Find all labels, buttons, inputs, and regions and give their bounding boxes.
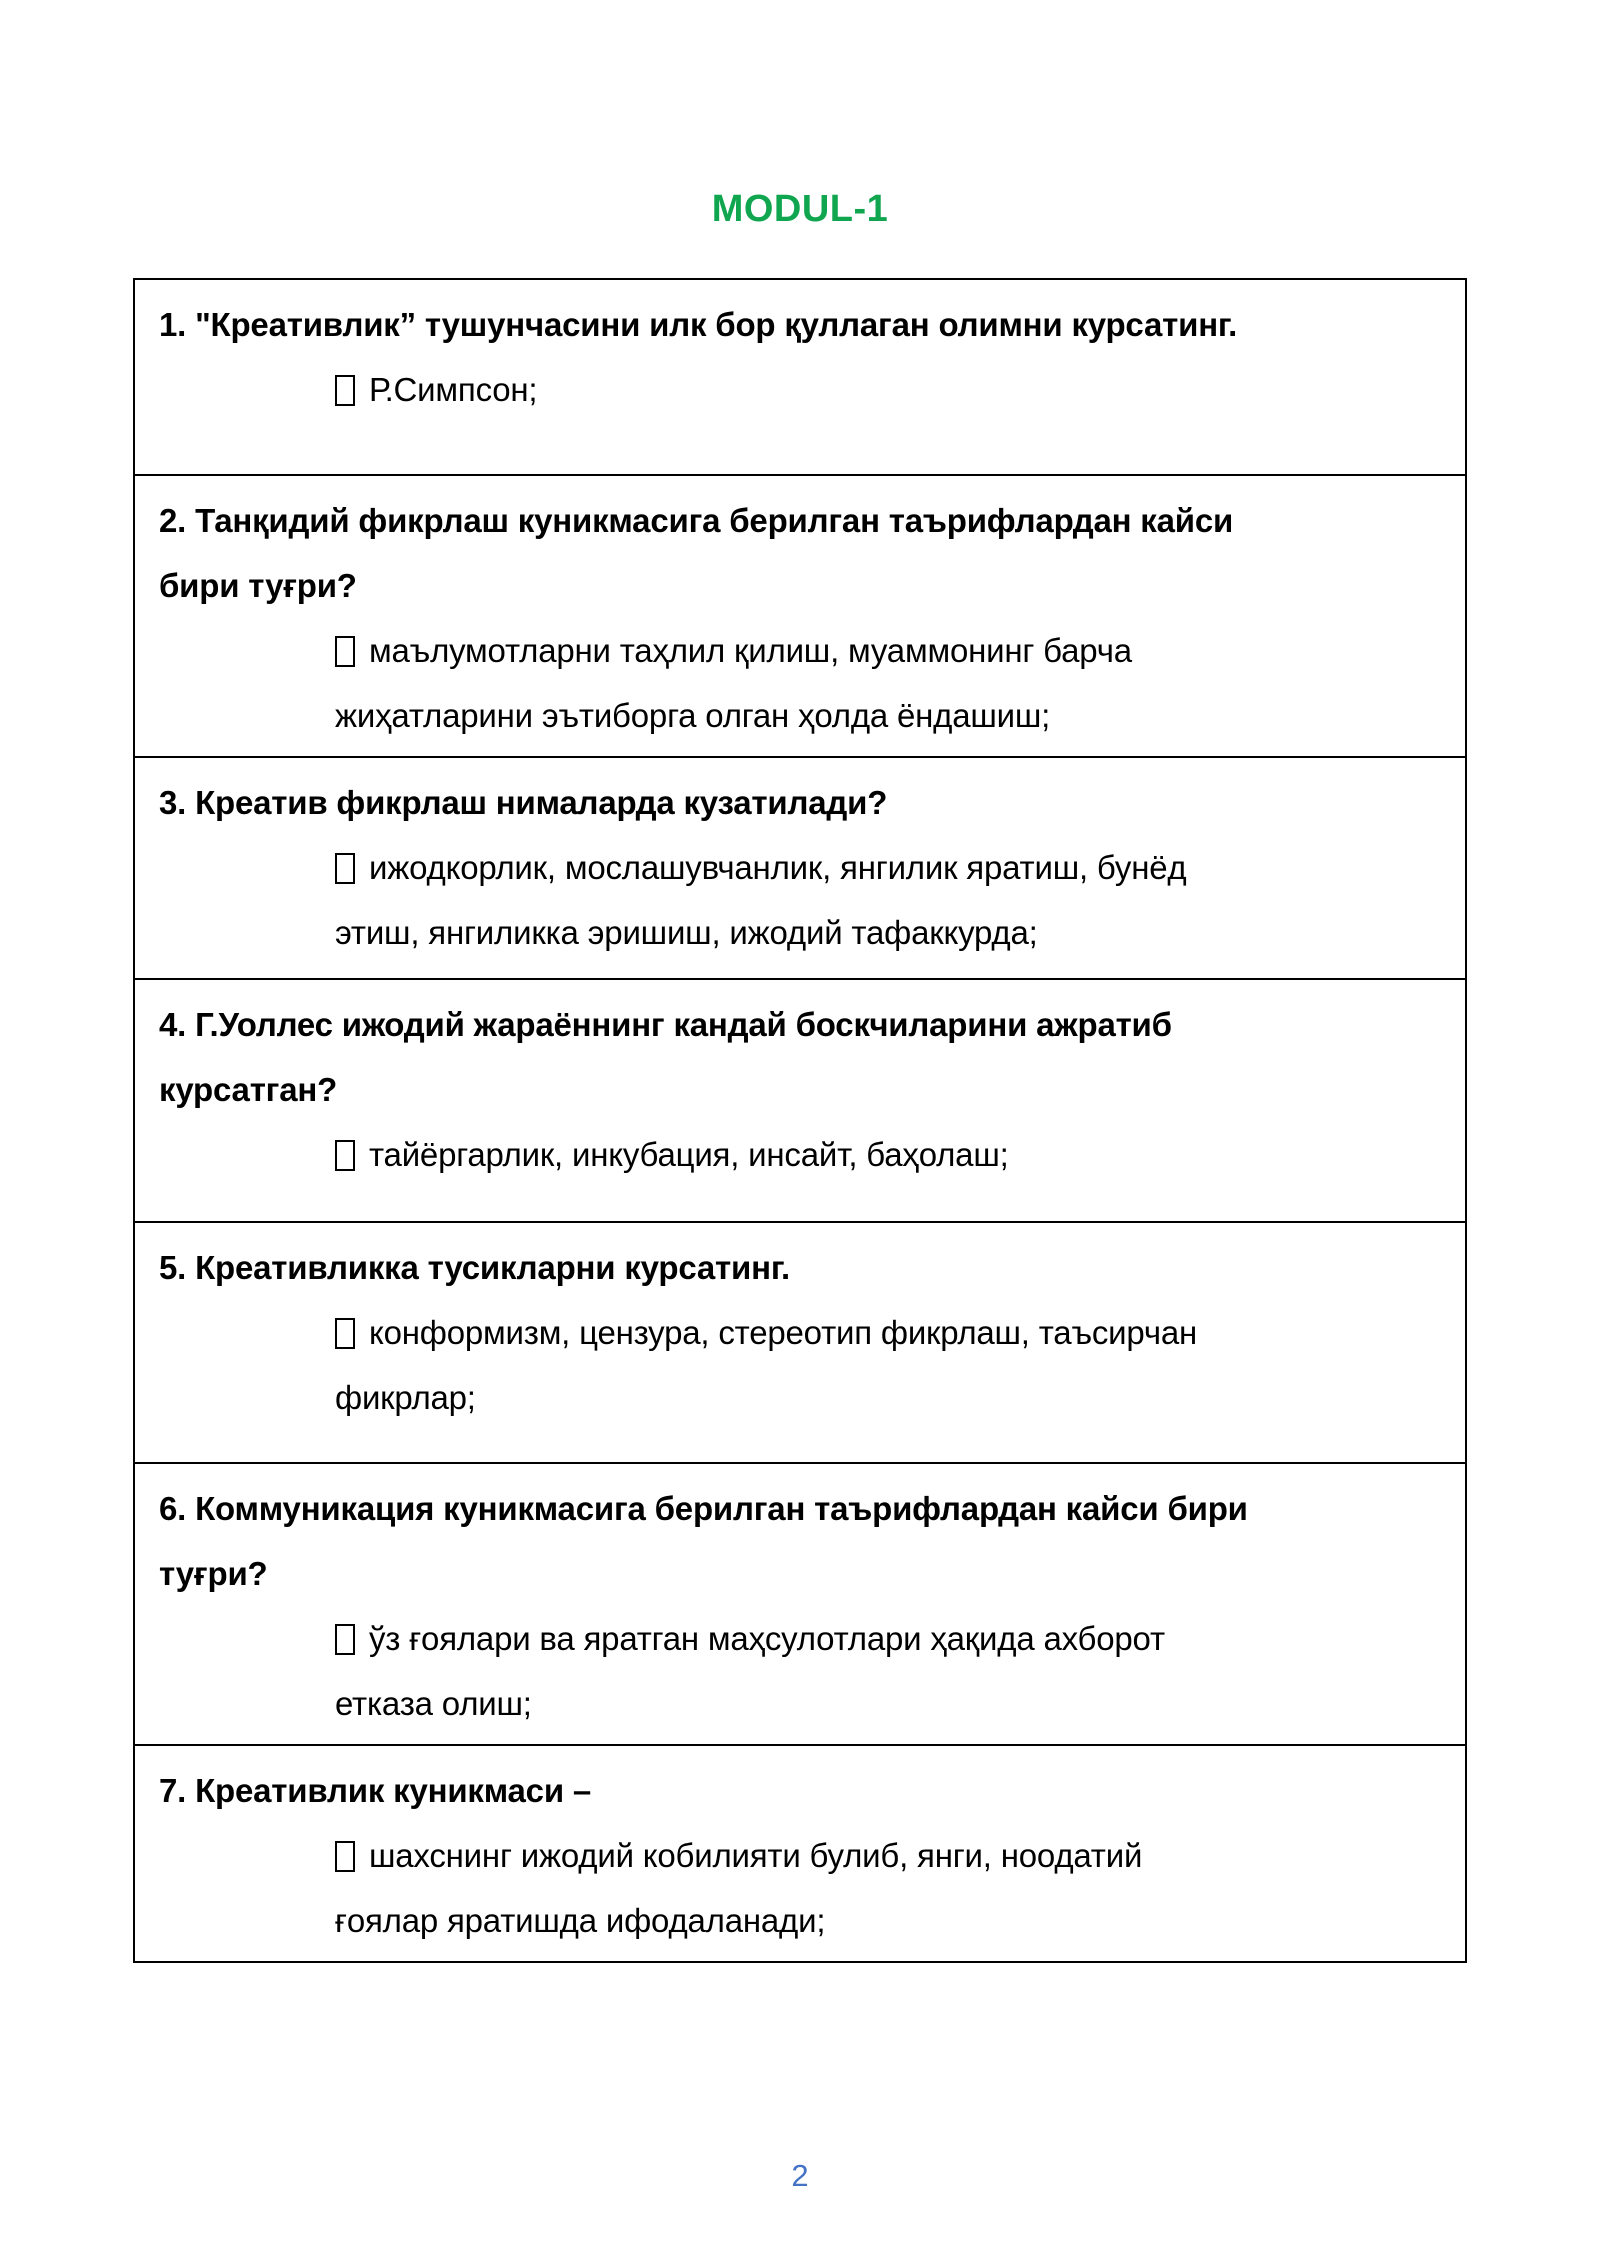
answer-option <box>335 357 1245 422</box>
answer-option <box>335 1823 1245 1953</box>
question-row <box>135 476 1465 758</box>
page-title: MODUL-1 <box>711 188 889 230</box>
question-row <box>135 1223 1465 1464</box>
question-row <box>135 1464 1465 1746</box>
question-text: 5. Креативликка тусикларни курсатинг. <box>159 1249 791 1286</box>
question-row <box>135 280 1465 476</box>
checkbox-icon <box>335 853 355 884</box>
answer-text: маълумотларни таҳлил қилиш, муаммонинг барча жиҳатларини эътиборга олган ҳолда ёндашиш; <box>335 632 1132 734</box>
question-text: 7. Креативлик куникмаси – <box>159 1772 592 1809</box>
page-number: 2 <box>791 2158 809 2193</box>
answer-text: ўз ғоялари ва яратган маҳсулотлари ҳақида ахборот етказа олиш; <box>335 1620 1165 1722</box>
checkbox-icon <box>335 1140 355 1171</box>
answer-option <box>335 618 1245 748</box>
checkbox-icon <box>335 1318 355 1349</box>
answer-option <box>335 1300 1245 1430</box>
checkbox-icon <box>335 1624 355 1655</box>
answer-text: шахснинг ижодий кобилияти булиб, янги, ноодатий ғоялар яратишда ифодаланади; <box>335 1837 1143 1939</box>
questions-table <box>133 278 1467 1963</box>
answer-text: конформизм, цензура, стереотип фикрлаш, таъсирчан фикрлар; <box>335 1314 1197 1416</box>
question-text: 6. Коммуникация куникмасига берилган таърифлардан кайси бири туғри? <box>159 1490 1248 1592</box>
answer-option <box>335 1606 1245 1736</box>
question-text: 4. Г.Уоллес ижодий жараённинг кандай боскчиларини ажратиб курсатган? <box>159 1006 1172 1108</box>
answer-option <box>335 835 1245 965</box>
question-row <box>135 758 1465 980</box>
checkbox-icon <box>335 375 355 406</box>
answer-text: тайёргарлик, инкубация, инсайт, баҳолаш; <box>369 1136 1009 1173</box>
question-text: 2. Танқидий фикрлаш куникмасига берилган таърифлардан кайси бири туғри? <box>159 502 1234 604</box>
question-row <box>135 980 1465 1223</box>
question-text: 3. Креатив фикрлаш нималарда кузатилади? <box>159 784 888 821</box>
answer-option <box>335 1122 1245 1187</box>
question-row <box>135 1746 1465 1961</box>
checkbox-icon <box>335 636 355 667</box>
checkbox-icon <box>335 1841 355 1872</box>
question-text: 1. "Креативлик” тушунчасини илк бор қуллаган олимни курсатинг. <box>159 306 1238 343</box>
answer-text: Р.Симпсон; <box>369 371 538 408</box>
answer-text: ижодкорлик, мослашувчанлик, янгилик яратиш, бунёд этиш, янгиликка эришиш, ижодий тафаккурда; <box>335 849 1187 951</box>
